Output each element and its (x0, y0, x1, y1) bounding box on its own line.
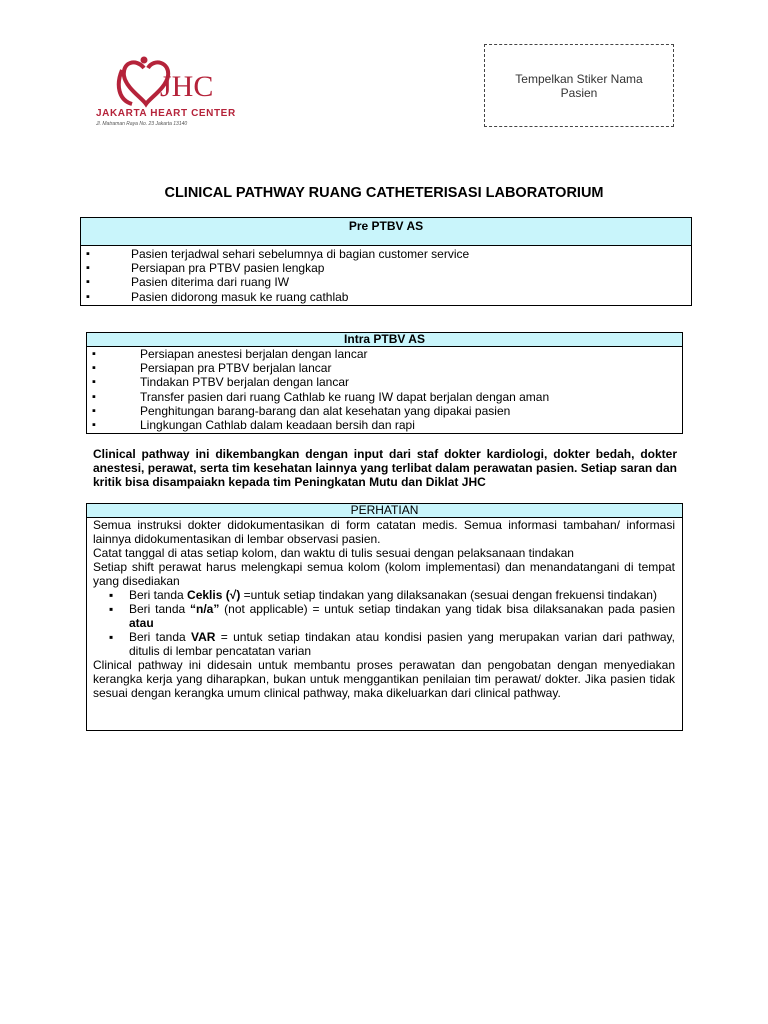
logo-address: Jl. Matraman Raya No. 23 Jakarta 13140 (96, 121, 188, 127)
pre-ptbv-table (80, 217, 692, 306)
list-item: ▪ Pasien terjadwal sehari sebelumnya di bagian customer service (86, 247, 691, 261)
square-bullet-icon: ▪ (109, 588, 114, 602)
perhatian-line-1: Semua instruksi dokter didokumentasikan di form catatan medis. Semua informasi tambahan/ informasi lainnya didokumentasikan di lembar observasi pasien. (93, 518, 675, 546)
perhatian-line-4: Clinical pathway ini didesain untuk membantu proses perawatan dan pengobatan dengan menyediakan kerangka kerja yang diharapkan, bukan untuk menggantikan penilaian tim perawat/ dokter. Jika pasien tidak sesuai dengan kerangka umum clinical pathway, maka dikeluarkan dari clinical pathway. (93, 658, 675, 700)
logo-mark: JHC (160, 70, 214, 103)
list-item: ▪ Persiapan pra PTBV berjalan lancar (92, 361, 682, 375)
bullet-emphasis: Ceklis (√) (187, 588, 241, 602)
bullet-text: Beri tanda (129, 602, 190, 616)
perhatian-bullet-na (93, 602, 675, 630)
list-item: ▪ Penghitungan barang-barang dan alat kesehatan yang dipakai pasien (92, 404, 682, 418)
bullet-text: Beri tanda (129, 588, 188, 602)
list-item: ▪ Tindakan PTBV berjalan dengan lancar (92, 375, 682, 389)
intra-ptbv-table (86, 332, 683, 434)
square-bullet-icon: ▪ (109, 630, 114, 644)
intra-ptbv-header: Intra PTBV AS (87, 333, 683, 347)
list-item: ▪ Pasien diterima dari ruang IW (86, 275, 691, 289)
pre-ptbv-header: Pre PTBV AS (81, 218, 692, 246)
pre-ptbv-list (86, 247, 691, 304)
perhatian-line-3: Setiap shift perawat harus melengkapi semua kolom (kolom implementasi) dan menandatangani di tempat yang disediakan (93, 560, 675, 588)
list-item: ▪ Transfer pasien dari ruang Cathlab ke ruang IW dapat berjalan dengan aman (92, 390, 682, 404)
bullet-text: =untuk setiap tindakan yang dilaksanakan (sesuai dengan frekuensi tindakan) (240, 588, 657, 602)
perhatian-bullet-ceklis (93, 588, 675, 602)
list-item: ▪ Lingkungan Cathlab dalam keadaan bersih dan rapi (92, 418, 682, 432)
perhatian-bullet-var (93, 630, 675, 658)
sticker-label: Tempelkan Stiker Nama Pasien (515, 71, 643, 100)
bullet-text: (not applicable) = untuk setiap tindakan yang tidak bisa dilaksanakan pada pasien (219, 602, 676, 616)
bullet-emphasis: “n/a” (190, 602, 220, 616)
logo-name: JAKARTA HEART CENTER (96, 108, 236, 119)
perhatian-table (86, 503, 683, 731)
bullet-emphasis: atau (129, 616, 154, 630)
bullet-emphasis: VAR (191, 630, 216, 644)
intra-ptbv-list (92, 347, 682, 432)
list-item: ▪ Pasien didorong masuk ke ruang cathlab (86, 290, 691, 304)
patient-sticker-box (484, 44, 674, 127)
bullet-text: = untuk setiap tindakan atau kondisi pasien yang merupakan varian dari pathway, ditulis di lembar pencatatan varian (129, 630, 675, 658)
perhatian-line-2: Catat tanggal di atas setiap kolom, dan waktu di tulis sesuai dengan pelaksanaan tindakan (93, 546, 574, 560)
list-item: ▪ Persiapan pra PTBV pasien lengkap (86, 261, 691, 275)
development-note: Clinical pathway ini dikembangkan dengan input dari staf dokter kardiologi, dokter bedah, dokter anestesi, perawat, serta tim kesehatan lainnya yang terlibat dalam perawatan pasien. Setiap saran dan kritik bisa disampaiakn kepada tim Peningkatan Mutu dan Diklat JHC (93, 447, 677, 489)
perhatian-header: PERHATIAN (87, 504, 683, 518)
page-title: CLINICAL PATHWAY RUANG CATHETERISASI LABORATORIUM (164, 185, 604, 201)
bullet-text: Beri tanda (129, 630, 192, 644)
square-bullet-icon: ▪ (109, 602, 114, 616)
list-item: ▪ Persiapan anestesi berjalan dengan lancar (92, 347, 682, 361)
